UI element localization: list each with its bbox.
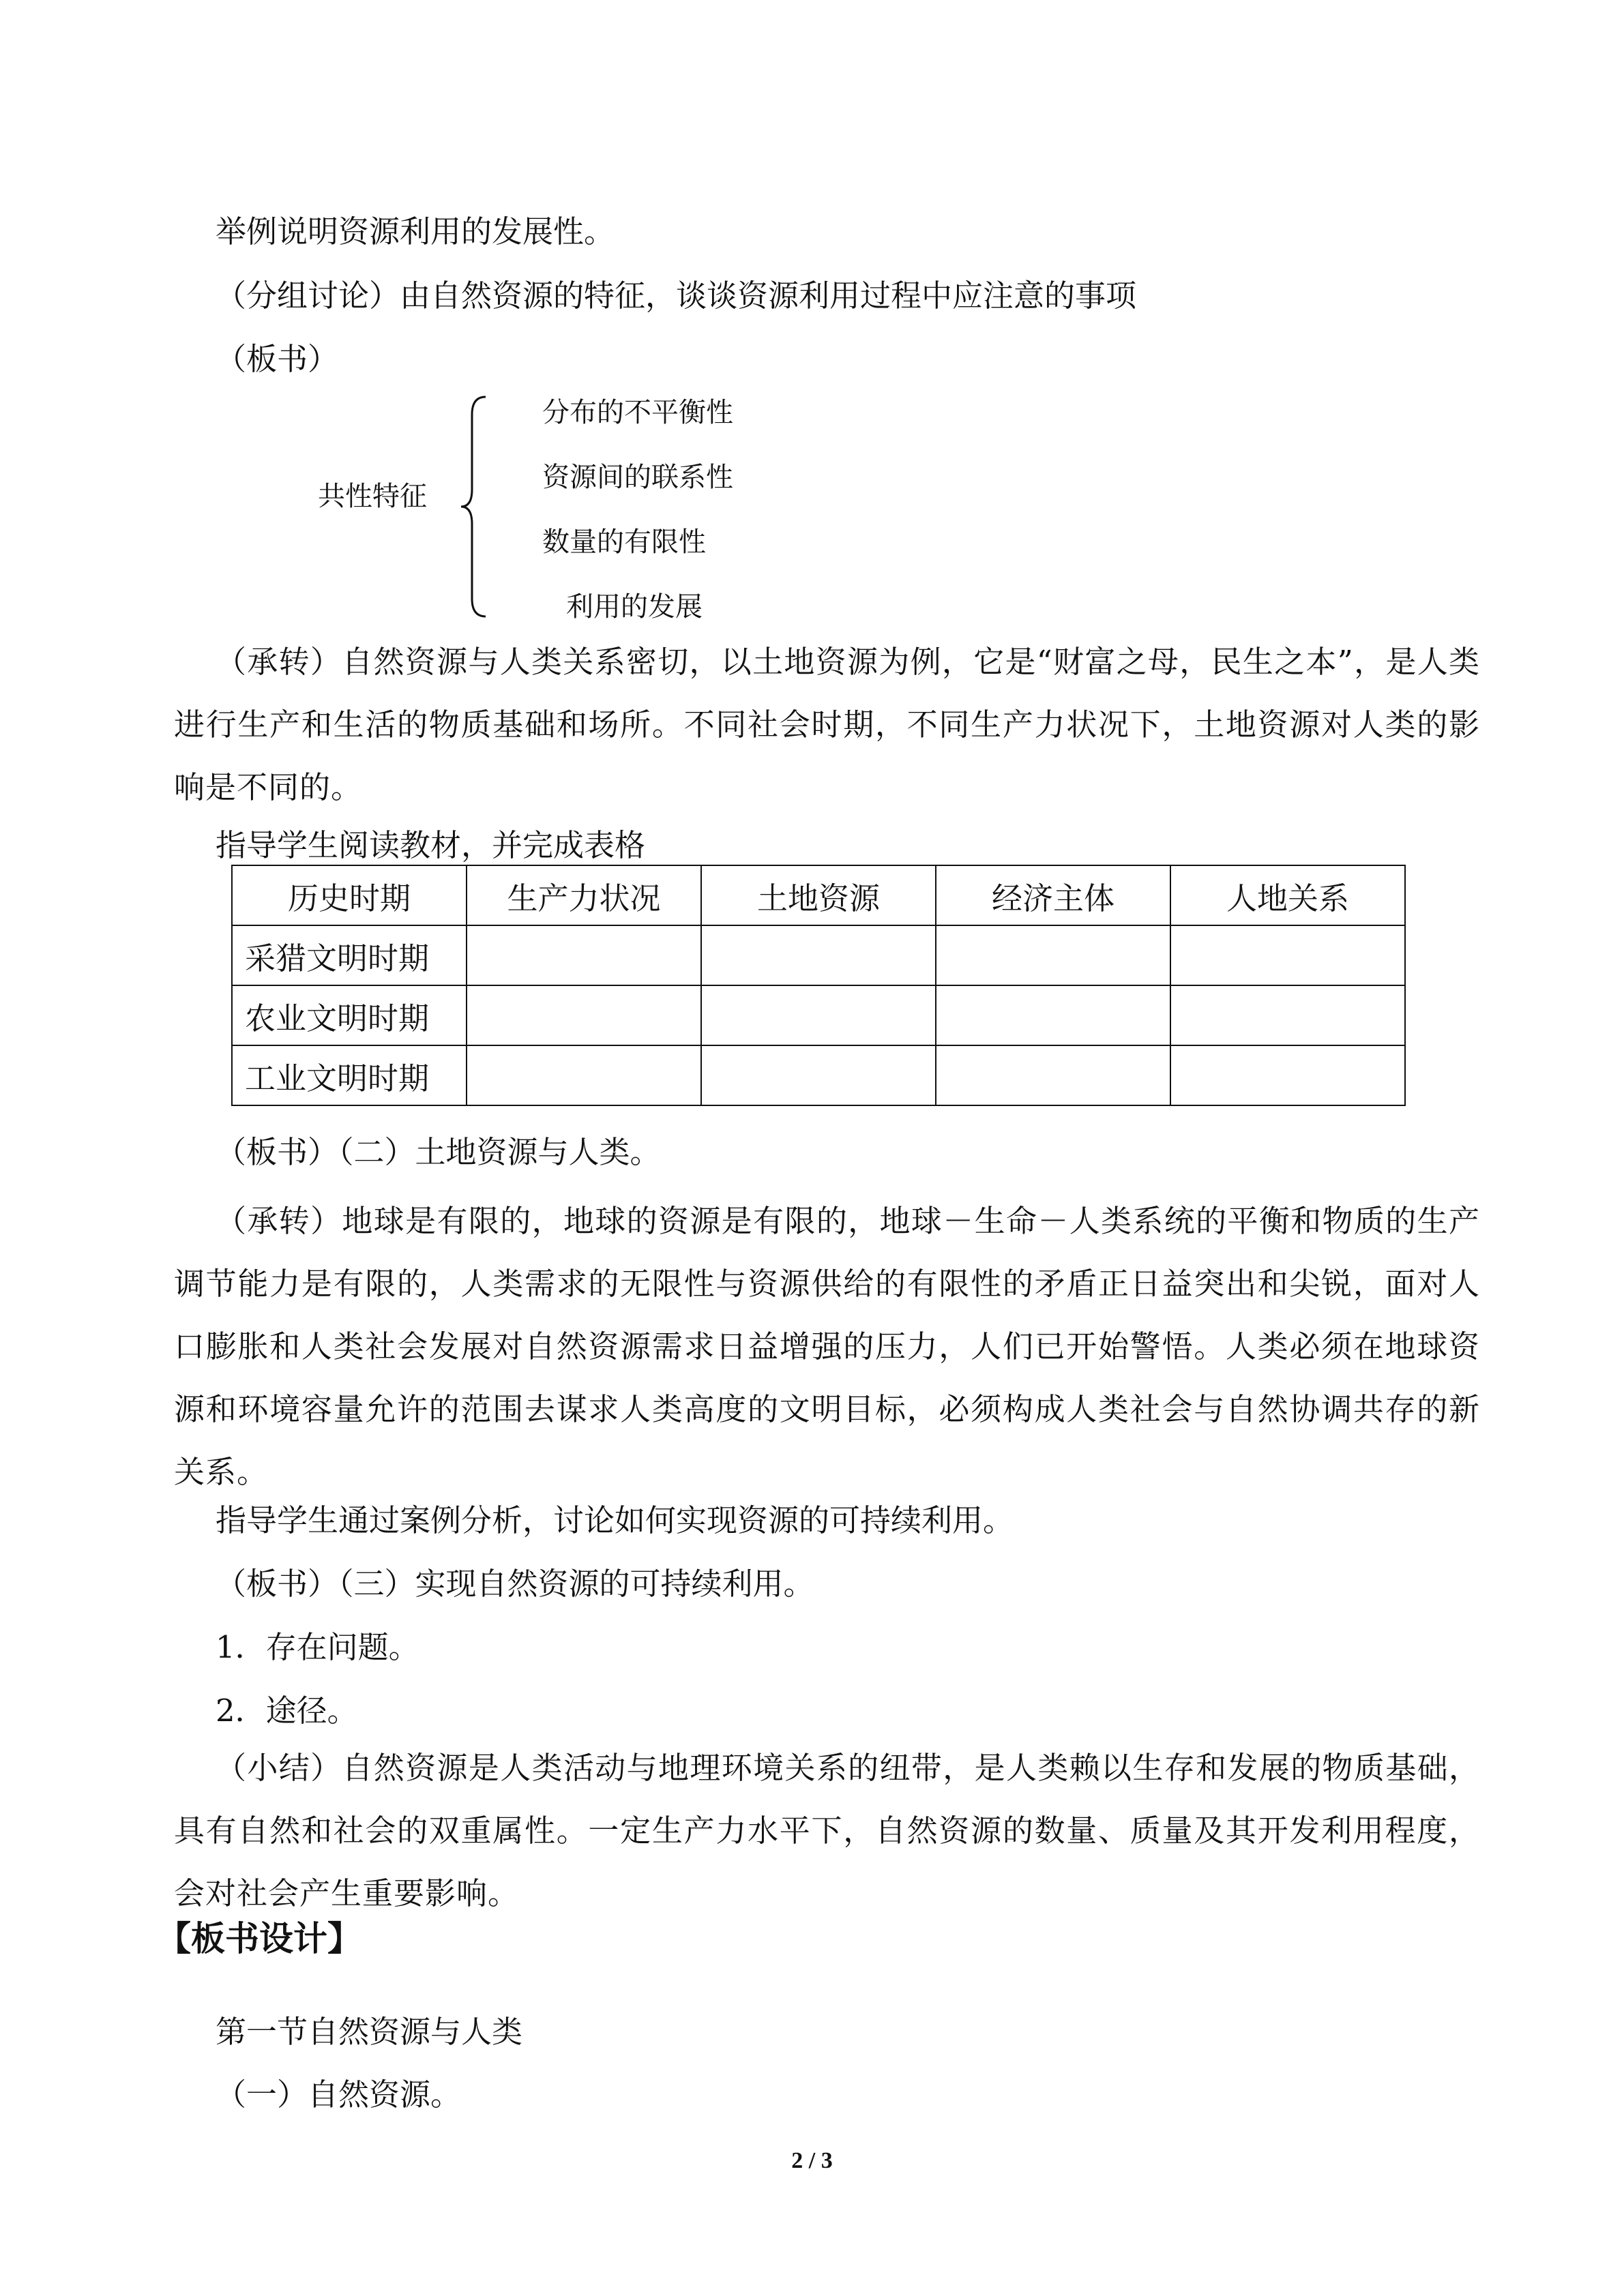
brace-item: 数量的有限性 [542, 526, 706, 558]
text-line: 第一节自然资源与人类 [216, 2014, 523, 2050]
text-line: 指导学生通过案例分析，讨论如何实现资源的可持续利用。 [216, 1502, 1014, 1538]
table-cell [467, 1045, 701, 1105]
section-heading: 【板书设计】 [157, 1919, 361, 1958]
table-cell [1170, 925, 1405, 985]
table-cell [467, 925, 701, 985]
table-cell: 工业文明时期 [232, 1045, 467, 1105]
brace-item: 分布的不平衡性 [542, 397, 733, 428]
text-line: （板书）（三）实现自然资源的可持续利用。 [216, 1566, 814, 1602]
text-line: （板书） [216, 341, 339, 377]
table-header-row [232, 865, 1405, 925]
table-cell [701, 925, 936, 985]
table-header-cell: 生产力状况 [467, 865, 701, 925]
table-cell [701, 985, 936, 1045]
table-intro: 指导学生阅读教材，并完成表格 [216, 827, 646, 863]
table-cell [701, 1045, 936, 1105]
page-number: 2 / 3 [791, 2148, 833, 2173]
table-cell [936, 925, 1170, 985]
table-header-cell: 土地资源 [701, 865, 936, 925]
list-item: 1．存在问题。 [216, 1629, 419, 1665]
paragraph: （承转）地球是有限的，地球的资源是有限的，地球－生命－人类系统的平衡和物质的生产调节能力是有限的，人类需求的无限性与资源供给的有限性的矛盾正日益突出和尖锐，面对人口膨胀和人类社会发展对自然资源需求日益增强的压力，人们已开始警悟。人类必须在地球资源和环境容量允许的范围去谋求人类高度的文明目标，必须构成人类社会与自然协调共存的新关系。 [174, 1203, 1480, 1490]
table-cell [936, 985, 1170, 1045]
text-line: 举例说明资源利用的发展性。 [216, 213, 615, 250]
table-cell [1170, 985, 1405, 1045]
table-cell [467, 985, 701, 1045]
brace-item: 资源间的联系性 [542, 462, 733, 493]
curly-brace-icon [458, 394, 490, 619]
text-line: （分组讨论）由自然资源的特征，谈谈资源利用过程中应注意的事项 [216, 278, 1137, 314]
brace-item: 利用的发展 [566, 591, 703, 623]
table-cell: 农业文明时期 [232, 985, 467, 1045]
table-header-cell: 历史时期 [232, 865, 467, 925]
table-row [232, 985, 1405, 1045]
brace-label: 共性特征 [318, 481, 427, 512]
text-line: （一）自然资源。 [216, 2076, 462, 2113]
table-header-cell: 人地关系 [1170, 865, 1405, 925]
paragraph: （小结）自然资源是人类活动与地理环境关系的纽带，是人类赖以生存和发展的物质基础，具有自然和社会的双重属性。一定生产力水平下，自然资源的数量、质量及其开发利用程度，会对社会产生重要影响。 [174, 1750, 1480, 1911]
text-line: （板书）（二）土地资源与人类。 [216, 1134, 661, 1170]
table-row [232, 1045, 1405, 1105]
table-header-cell: 经济主体 [936, 865, 1170, 925]
table-cell [936, 1045, 1170, 1105]
paragraph: （承转）自然资源与人类关系密切，以土地资源为例，它是“财富之母，民生之本”，是人类进行生产和生活的物质基础和场所。不同社会时期，不同生产力状况下，土地资源对人类的影响是不同的。 [174, 644, 1480, 805]
list-item: 2．途径。 [216, 1693, 358, 1729]
table-cell: 采猎文明时期 [232, 925, 467, 985]
table-cell [1170, 1045, 1405, 1105]
table-row [232, 925, 1405, 985]
history-table [231, 865, 1406, 1106]
